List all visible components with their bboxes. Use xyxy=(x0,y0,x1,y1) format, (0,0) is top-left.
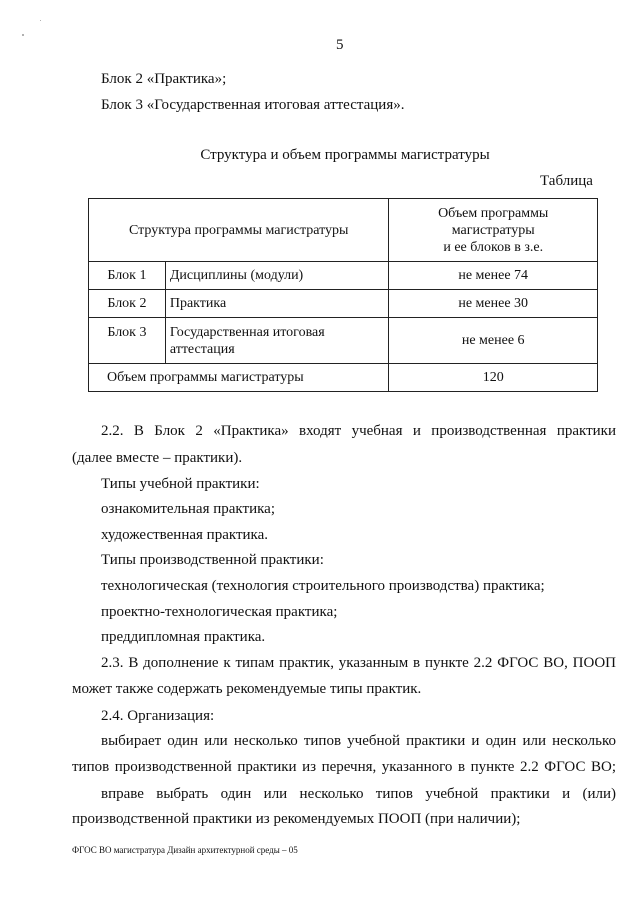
types-prod-heading: Типы производственной практики: xyxy=(101,552,324,568)
total-value-cell: 120 xyxy=(389,364,598,392)
paragraph-2-2-line-2: (далее вместе – практики). xyxy=(72,450,243,466)
list-item: ознакомительная практика; xyxy=(101,501,275,517)
volume-cell: не менее 6 xyxy=(389,318,598,364)
table-row xyxy=(89,290,598,318)
page-footer: ФГОС ВО магистратура Дизайн архитектурной среды – 05 xyxy=(72,845,298,855)
block-name-cell: Практика xyxy=(165,290,389,318)
intro-line-1: Блок 2 «Практика»; xyxy=(101,71,227,87)
paragraph-2-2-line-1: 2.2. В Блок 2 «Практика» входят учебная и производственная практики xyxy=(101,423,616,439)
block-name-line: аттестация xyxy=(169,341,235,357)
table-total-row xyxy=(89,364,598,392)
table-header-row xyxy=(89,199,598,262)
program-structure-table xyxy=(88,198,598,392)
block-name-cell xyxy=(165,318,389,364)
header-volume-line: Объем программы xyxy=(438,205,549,221)
types-edu-heading: Типы учебной практики: xyxy=(101,476,260,492)
list-item: художественная практика. xyxy=(101,527,268,543)
intro-line-2: Блок 3 «Государственная итоговая аттестация». xyxy=(101,97,405,113)
header-volume xyxy=(389,199,598,262)
block-cell: Блок 3 xyxy=(89,318,166,364)
list-item: проектно-технологическая практика; xyxy=(101,604,338,620)
header-volume-line: и ее блоков в з.е. xyxy=(443,239,544,255)
scan-speck xyxy=(22,34,24,36)
block-cell: Блок 1 xyxy=(89,262,166,290)
volume-cell: не менее 30 xyxy=(389,290,598,318)
list-item: преддипломная практика. xyxy=(101,629,266,645)
paragraph-2-4b-line-1: вправе выбрать один или несколько типов учебной практики и (или) xyxy=(101,786,616,802)
paragraph-2-4: 2.4. Организация: xyxy=(101,708,215,724)
paragraph-2-4a-line-2: типов производственной практики из перечня, указанного в пункте 2.2 ФГОС ВО; xyxy=(72,759,616,775)
header-volume-line: магистратуры xyxy=(451,222,535,238)
block-name-cell: Дисциплины (модули) xyxy=(165,262,389,290)
page-number: 5 xyxy=(336,37,344,53)
paragraph-2-3-line-1: 2.3. В дополнение к типам практик, указанным в пункте 2.2 ФГОС ВО, ПООП xyxy=(101,655,616,671)
paragraph-2-4b-line-2: производственной практики из рекомендуемых ПООП (при наличии); xyxy=(72,811,521,827)
table-row xyxy=(89,262,598,290)
paragraph-2-3-line-2: может также содержать рекомендуемые типы практик. xyxy=(72,681,422,697)
header-structure: Структура программы магистратуры xyxy=(89,199,389,262)
scan-speck xyxy=(40,20,41,21)
table-row xyxy=(89,318,598,364)
table-label: Таблица xyxy=(540,173,593,189)
table-title: Структура и объем программы магистратуры xyxy=(200,147,490,163)
block-cell: Блок 2 xyxy=(89,290,166,318)
total-label-cell: Объем программы магистратуры xyxy=(89,364,389,392)
list-item: технологическая (технология строительного производства) практика; xyxy=(101,578,545,594)
paragraph-2-4a-line-1: выбирает один или несколько типов учебной практики и один или несколько xyxy=(101,733,616,749)
volume-cell: не менее 74 xyxy=(389,262,598,290)
block-name-line: Государственная итоговая xyxy=(169,324,325,340)
